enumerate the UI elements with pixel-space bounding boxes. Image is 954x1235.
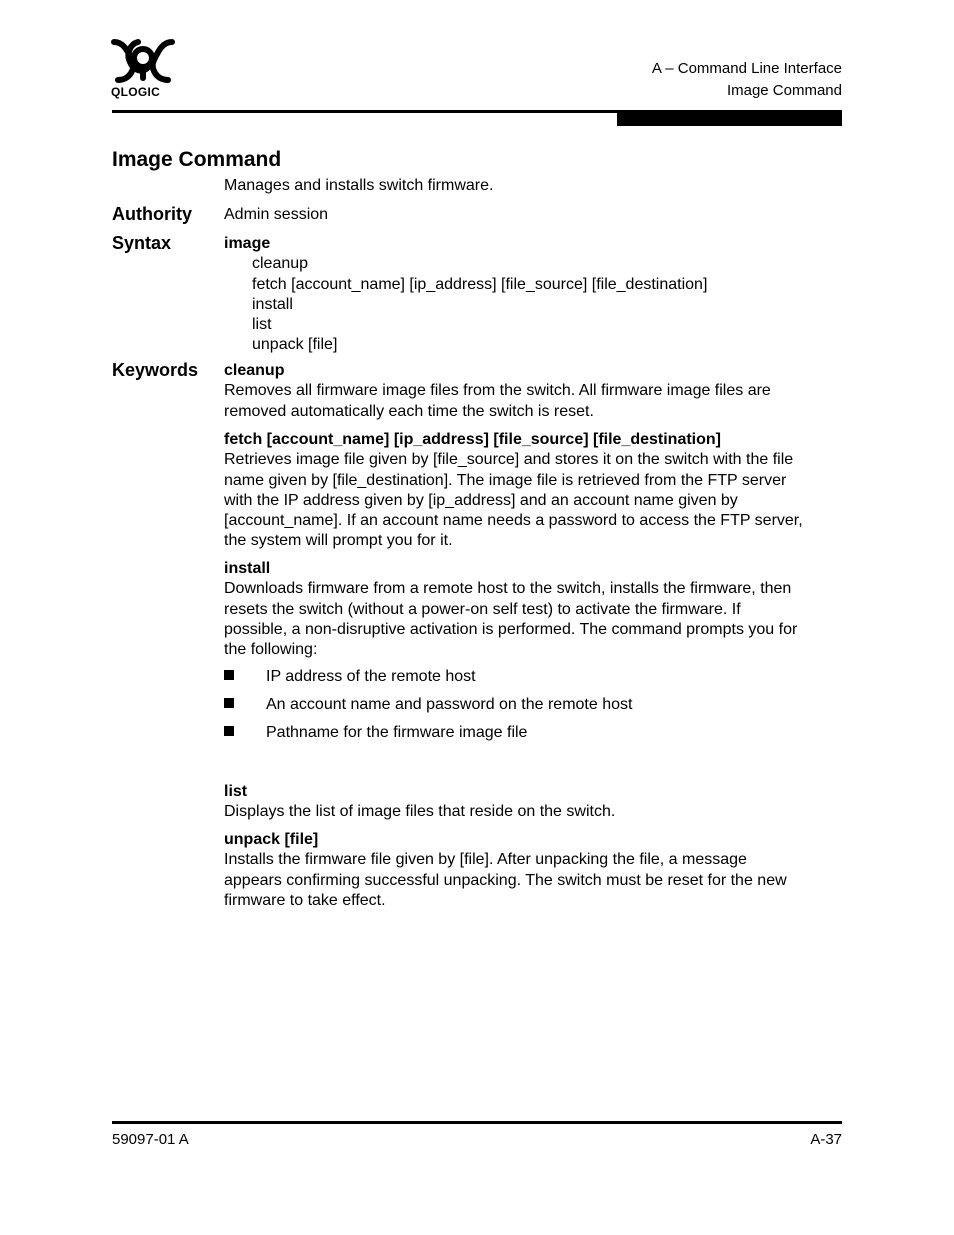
syntax-block <box>224 234 844 356</box>
section-title: Image Command <box>726 82 842 99</box>
keyword-text: with the IP address given by [ip_address] and an account name given by <box>224 491 738 509</box>
keyword-text: removed automatically each time the switch is reset. <box>224 402 594 420</box>
page-number: A-37 <box>810 1131 842 1148</box>
keyword-text: [account_name]. If an account name needs a password to access the FTP server, <box>224 512 803 530</box>
keyword-text: Removes all firmware image files from the switch. All firmware image files are <box>224 382 771 400</box>
keywords-label: Keywords <box>112 360 199 380</box>
square-bullet-icon <box>224 726 234 736</box>
keyword-text: appears confirming successful unpacking. The switch must be reset for the new <box>224 871 787 889</box>
syntax-label: Syntax <box>112 233 172 253</box>
doc-number: 59097-01 A <box>112 1131 189 1148</box>
keyword-text: resets the switch (without a power-on self test) to activate the firmware. If <box>224 600 741 618</box>
page-title: Image Command <box>112 148 282 171</box>
keyword-name: list <box>224 783 248 800</box>
syntax-option: unpack [file] <box>252 336 338 354</box>
chapter-title: A – Command Line Interface <box>651 60 842 77</box>
running-header <box>652 58 842 102</box>
syntax-option: list <box>252 316 272 334</box>
bullet-text: IP address of the remote host <box>266 668 476 685</box>
keyword-text: the following: <box>224 641 318 659</box>
keyword-name: cleanup <box>224 362 285 379</box>
authority-value: Admin session <box>224 206 329 223</box>
keyword-fetch <box>224 430 844 552</box>
logo-text: QLOGIC <box>111 85 161 99</box>
syntax-option: fetch [account_name] [ip_address] [file_source] [file_destination] <box>252 275 708 293</box>
keyword-name: install <box>224 560 271 577</box>
keyword-cleanup <box>224 361 844 422</box>
authority-label: Authority <box>112 204 192 224</box>
keyword-text: name given by [file_destination]. The image file is retrieved from the FTP server <box>224 471 787 489</box>
keyword-name: fetch [account_name] [ip_address] [file_source] [file_destination] <box>224 431 721 448</box>
syntax-command: image <box>224 235 271 252</box>
square-bullet-icon <box>224 698 234 708</box>
bullet-text: Pathname for the firmware image file <box>266 724 528 741</box>
keyword-text: Downloads firmware from a remote host to the switch, installs the firmware, then <box>224 580 792 598</box>
keyword-list <box>224 782 844 823</box>
syntax-option: install <box>252 295 293 313</box>
keyword-text: firmware to take effect. <box>224 891 386 909</box>
header-rule-block <box>617 112 842 126</box>
keyword-unpack <box>224 830 844 911</box>
square-bullet-icon <box>224 670 234 680</box>
keyword-text: Retrieves image file given by [file_source] and stores it on the switch with the file <box>224 451 794 469</box>
keyword-text: Displays the list of image files that reside on the switch. <box>224 803 616 821</box>
keyword-text: the system will prompt you for it. <box>224 532 453 550</box>
keyword-text: possible, a non-disruptive activation is performed. The command prompts you for <box>224 620 798 638</box>
bullet-text: An account name and password on the remote host <box>266 696 633 713</box>
keyword-name: unpack [file] <box>224 831 319 848</box>
keyword-install <box>224 559 844 660</box>
list-item <box>224 724 527 742</box>
syntax-option: cleanup <box>252 255 309 273</box>
keyword-text: Installs the firmware file given by [file]. After unpacking the file, a message <box>224 851 747 869</box>
list-item <box>224 696 632 714</box>
list-item <box>224 668 476 686</box>
footer-rule <box>112 1121 842 1124</box>
description: Manages and installs switch firmware. <box>224 177 494 194</box>
